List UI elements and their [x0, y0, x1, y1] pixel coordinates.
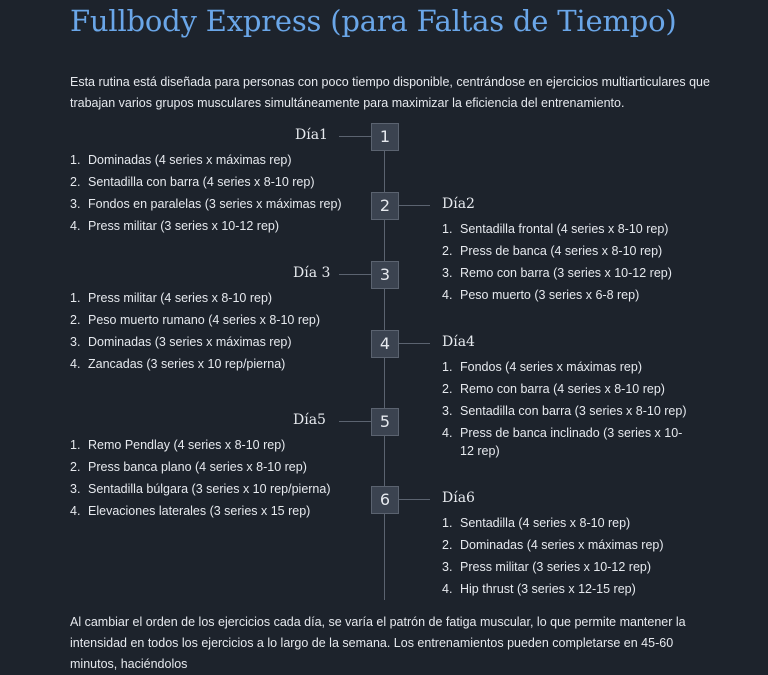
- exercise-list: [442, 514, 722, 602]
- list-item: 1. Remo Pendlay (4 series x 8-10 rep): [70, 438, 286, 452]
- list-item: 1. Fondos (4 series x máximas rep): [442, 360, 643, 374]
- list-item: 4. Press militar (3 series x 10-12 rep): [70, 219, 280, 233]
- outro-paragraph: Al cambiar el orden de los ejercicios cada día, se varía el patrón de fatiga muscular, lo que permite mantener la intensidad en todos los ejercicios a lo largo de la semana. Los entrenamientos pueden completarse en 45-60 minutos, haciéndolos: [70, 615, 686, 671]
- list-item: 1. Dominadas (4 series x máximas rep): [70, 153, 292, 167]
- connector: [398, 343, 430, 344]
- list-item: 3. Sentadilla búlgara (3 series x 10 rep/pierna): [70, 482, 331, 496]
- day-label: Día 3: [293, 265, 331, 281]
- page-title: Fullbody Express (para Faltas de Tiempo): [70, 4, 677, 38]
- list-item: 3. Remo con barra (3 series x 10-12 rep): [442, 266, 672, 280]
- day-label: Día6: [442, 490, 475, 506]
- day-number-node: 2: [371, 192, 399, 220]
- intro-paragraph: Esta rutina está diseñada para personas con poco tiempo disponible, centrándose en ejercicios multiarticulares que trabajan varios grupos musculares simultáneamente para maximizar la eficiencia del entrenamiento.: [70, 75, 710, 110]
- list-item: 4. Peso muerto (3 series x 6-8 rep): [442, 288, 640, 302]
- connector: [398, 499, 430, 500]
- list-item: 2. Peso muerto rumano (4 series x 8-10 rep): [70, 313, 321, 327]
- day-label: Día4: [442, 334, 475, 350]
- connector: [398, 205, 430, 206]
- list-item: 2. Dominadas (4 series x máximas rep): [442, 538, 664, 552]
- list-item: 3. Press militar (3 series x 10-12 rep): [442, 560, 652, 574]
- list-item: 1. Press militar (4 series x 8-10 rep): [70, 291, 273, 305]
- list-item: 2. Press banca plano (4 series x 8-10 rep): [70, 460, 307, 474]
- day-number-node: 3: [371, 261, 399, 289]
- connector: [339, 136, 371, 137]
- list-item: 4. Elevaciones laterales (3 series x 15 rep): [70, 504, 311, 518]
- day-label: Día2: [442, 196, 475, 212]
- list-item: 1. Sentadilla (4 series x 8-10 rep): [442, 516, 631, 530]
- list-item: 3. Dominadas (3 series x máximas rep): [70, 335, 292, 349]
- exercise-list: [442, 358, 692, 464]
- day-number-node: 5: [371, 408, 399, 436]
- list-item: 4. Hip thrust (3 series x 12-15 rep): [442, 582, 636, 596]
- connector: [339, 421, 371, 422]
- exercise-list: [442, 220, 722, 308]
- list-item: 4. Press de banca inclinado (3 series x 10-12 rep): [442, 426, 683, 458]
- exercise-list: [70, 151, 360, 239]
- exercise-list: [70, 289, 360, 377]
- list-item: 2. Sentadilla con barra (4 series x 8-10 rep): [70, 175, 315, 189]
- list-item: 4. Zancadas (3 series x 10 rep/pierna): [70, 357, 286, 371]
- day-number-node: 1: [371, 123, 399, 151]
- connector: [339, 274, 371, 275]
- list-item: 3. Sentadilla con barra (3 series x 8-10 rep): [442, 404, 687, 418]
- list-item: 3. Fondos en paralelas (3 series x máximas rep): [70, 197, 342, 211]
- day-number-node: 6: [371, 486, 399, 514]
- day-label: Día5: [293, 412, 326, 428]
- list-item: 2. Remo con barra (4 series x 8-10 rep): [442, 382, 665, 396]
- exercise-list: [70, 436, 370, 524]
- day-label: Día1: [295, 127, 328, 143]
- list-item: 1. Sentadilla frontal (4 series x 8-10 rep): [442, 222, 669, 236]
- day-number-node: 4: [371, 330, 399, 358]
- list-item: 2. Press de banca (4 series x 8-10 rep): [442, 244, 663, 258]
